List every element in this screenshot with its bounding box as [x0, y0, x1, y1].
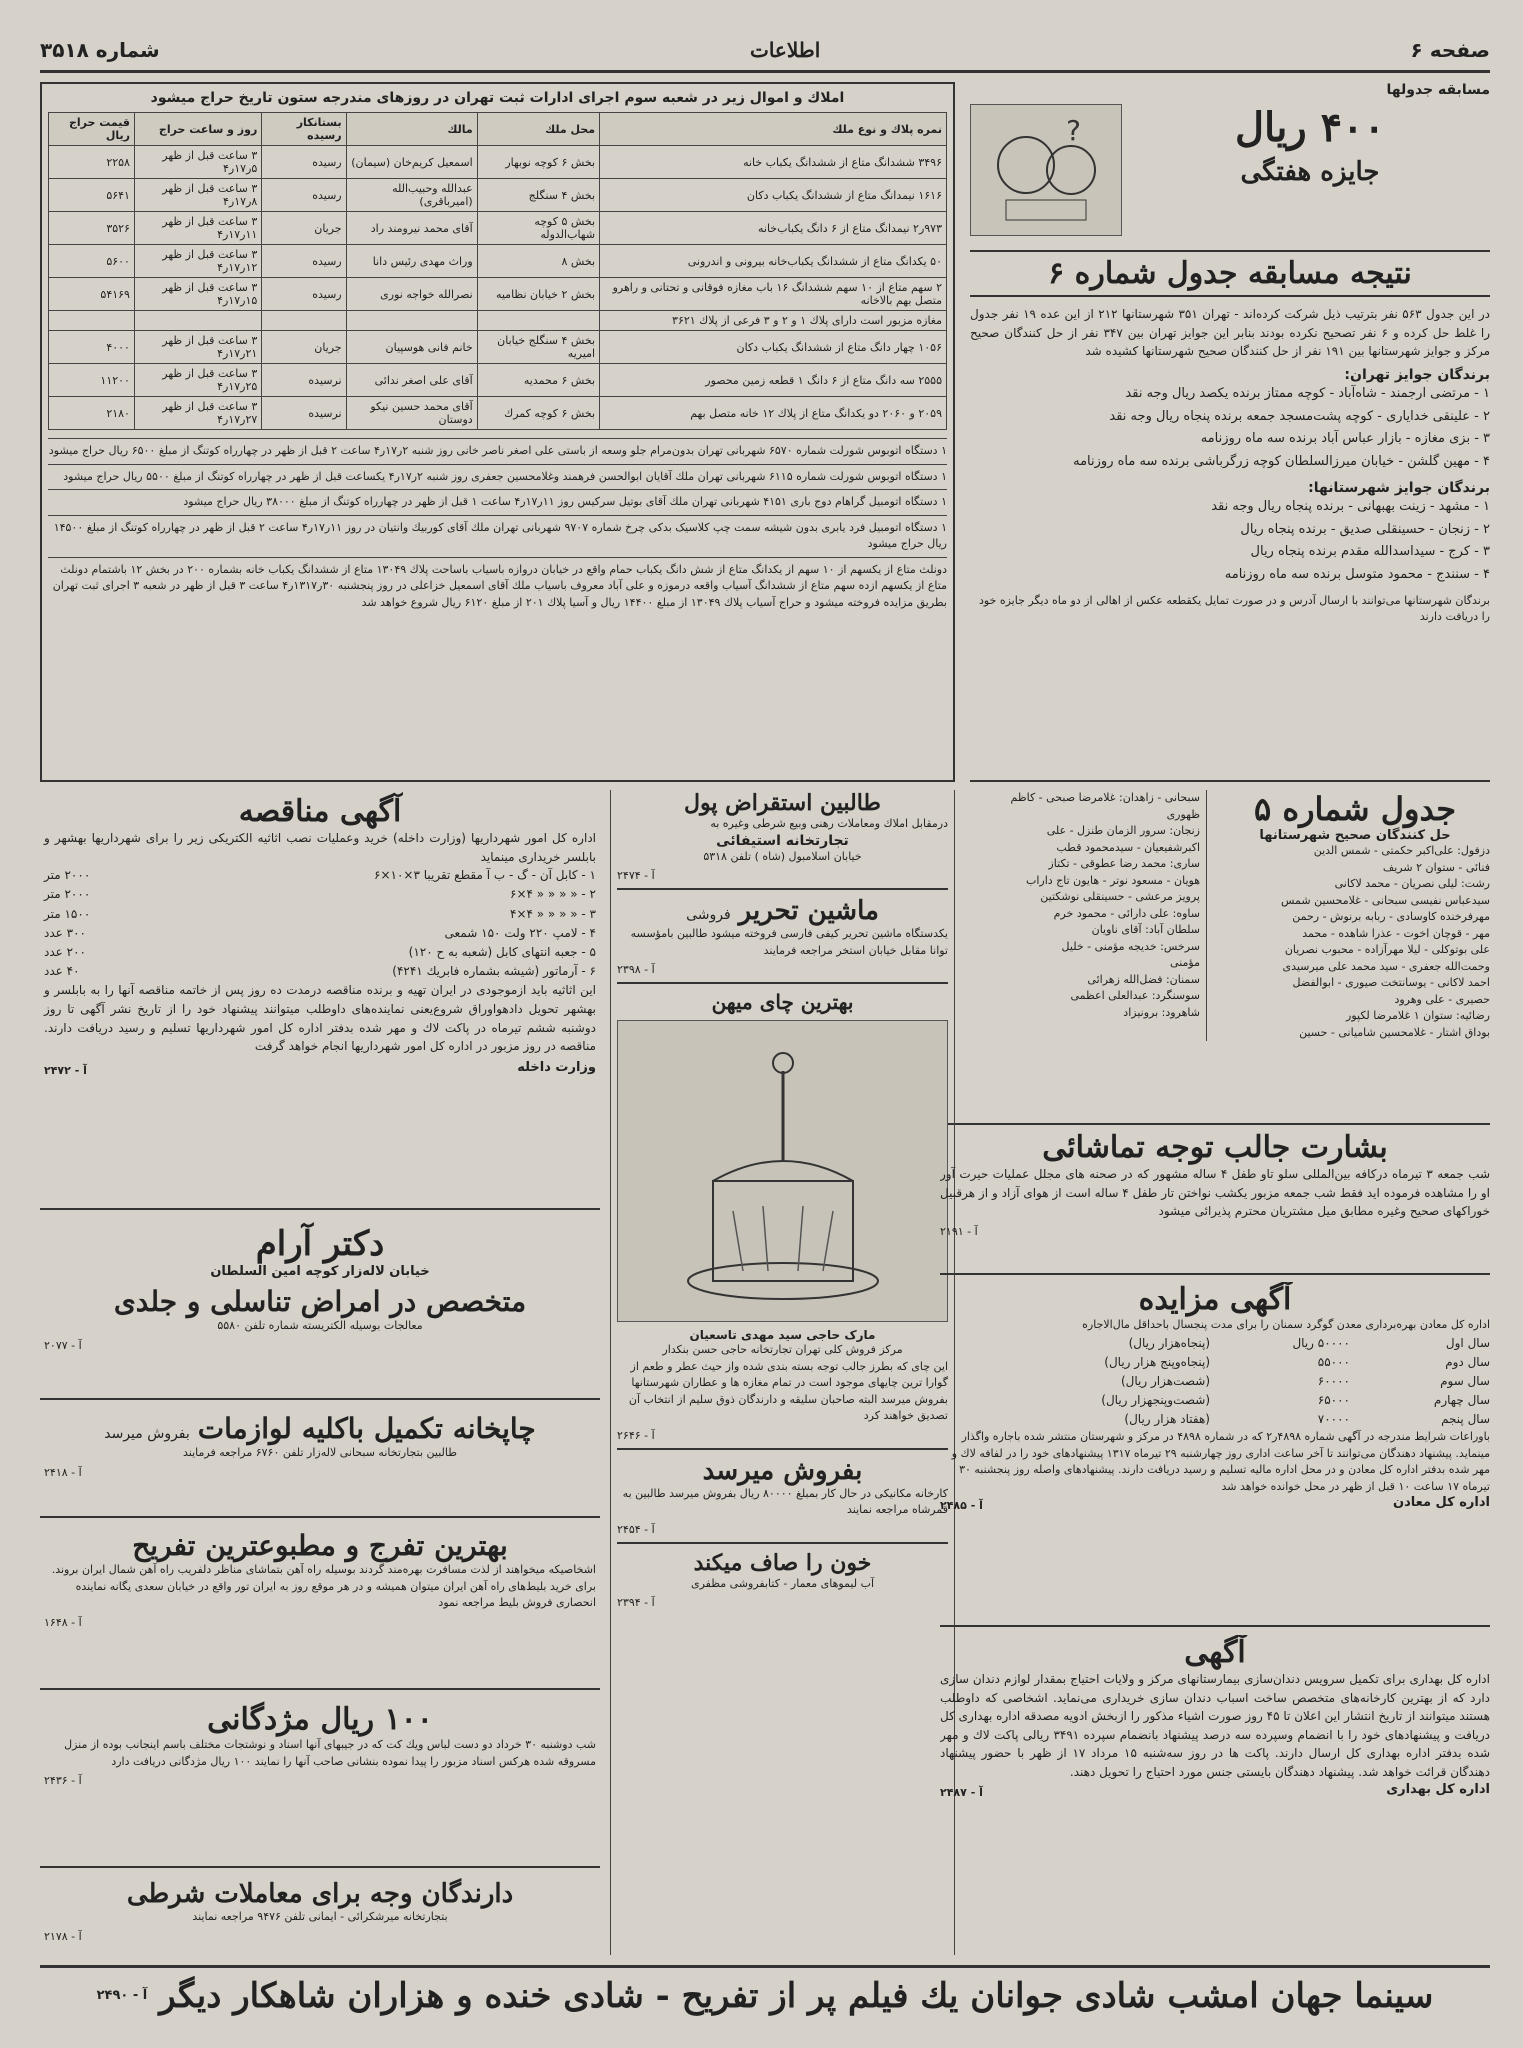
table-cell: ۳ ساعت قبل از ظهر ۲۱ر۱۷ر۴ — [134, 331, 261, 364]
list-item: بوداق اشتار - غلامحسین شامیانی - حسین — [1299, 1025, 1490, 1039]
province-winners — [970, 496, 1490, 587]
provinces-heading: برندگان جوایز شهرستانها: — [1308, 479, 1490, 496]
contest-kicker: مسابقه جدولها — [1386, 82, 1490, 98]
table-cell: بخش ۴ سنگلج — [477, 179, 599, 212]
item-qty: ۲۰۰۰ متر — [44, 868, 91, 883]
winner-item: ۲ - علینقی خدایاری - کوچه پشت‌مسجد جمعه برنده پنجاه ریال وجه نقد — [1109, 408, 1490, 424]
clinic-specialty: متخصص در امراض تناسلی و جلدی — [113, 1285, 527, 1318]
year-value: ۷۰۰۰۰ — [1317, 1412, 1350, 1427]
list-item: ساوه: علی دارائی - محمود خرم — [1053, 906, 1200, 920]
list-item — [44, 905, 596, 924]
year-value: ۶۵۰۰۰ — [1317, 1393, 1350, 1408]
ad-code: آ - ۲۴۸۵ — [940, 1499, 983, 1513]
sale-ad — [617, 1450, 948, 1544]
reward-text: شب دوشنبه ۳۰ خرداد دو دست لباس ویك کت که در جیبهای آنها اسناد و نوشتجات مختلف باسم اینجانب بوده از منزل مسروقه شده هرکس اسناد مزبور را پیدا نموده بنشانی صاحب آنها را نمایند ۱۰۰ ریال مژدگانی دریافت دارد — [64, 1738, 596, 1768]
item-label: ۳ - « « « « ۴×۴ — [509, 906, 596, 921]
list-item: سوسنگرد: عبدالعلی اعظمی — [1070, 989, 1200, 1002]
table-cell: وراث مهدی رئیس دانا — [346, 245, 477, 278]
bid-body: باوراعات شرایط مندرجه در آگهی شماره ۴۸۹۸ر۲ که در شماره ۴۸۹۸ در مرکز و شهرستان منتشر شده باجاره واگذار مینماید. پیشنهاد دهندگان می‌توانند تا آخر ساعت اداری روز چهارشنبه ۲۹ تیرماه ۱۳۱۷ پیشنهادهای خود را در لفافه لاك و مهر شده بدفتر اداره کل معادن و در محل اداره مالیه تسلیم و رسید دریافت دارند. پیشنهادهای واصله روز پنجشنبه ۳۰ تیرماه ۱۷ ساعت ۱۰ قبل از ظهر در محل خوانده خواهد شد — [951, 1430, 1490, 1493]
year-label: سال پنجم — [1441, 1412, 1490, 1427]
recreation-title: بهترین تفرج و مطبوعترین تفریح — [132, 1529, 508, 1562]
table-cell: ۱۶۱۶ نیمدانگ متاع از ششدانگ یکباب دکان — [600, 179, 947, 212]
year-label: سال دوم — [1445, 1354, 1490, 1369]
page-header — [40, 30, 1490, 73]
list-item: سمنان: فضل‌الله زهرائی — [1087, 972, 1200, 986]
ad-code: آ - ۲۴۳۶ — [44, 1774, 82, 1787]
table-cell: رسیده — [262, 179, 346, 212]
ad-code: آ - ۲۴۸۷ — [940, 1785, 983, 1799]
year-value: ۶۰۰۰۰ — [1317, 1373, 1350, 1388]
list-item: حصیری - علی وهرود — [1394, 992, 1490, 1006]
table-cell: ۵۴۱۶۹ — [49, 278, 135, 311]
list-item: هویان - مسعود نوتر - هایون تاج داراب — [1025, 873, 1200, 887]
year-words: (هفتاد هزار ریال) — [1124, 1412, 1210, 1427]
list-item — [44, 924, 596, 943]
bid-title: آگهی مزایده — [1138, 1282, 1292, 1317]
loan-text: درمقابل املاك ومعاملات رهنی وبیع شرطی وغیره به — [710, 817, 948, 830]
dental-title: آگهی — [1184, 1635, 1246, 1670]
paper-name: اطلاعات — [750, 38, 821, 62]
loan-address: خیابان اسلامبول (شاه ) تلفن ۵۳۱۸ — [703, 849, 862, 863]
list-item — [44, 885, 596, 904]
table-cell: عبدالله وحبیب‌الله (امیرباقری) — [346, 179, 477, 212]
blood-text: آب لیموهای معمار - کتابفروشی مظفری — [690, 1576, 875, 1590]
fountain-icon — [673, 1031, 893, 1311]
tea-ad — [617, 984, 948, 1450]
table-cell: ۴۰۰۰ — [49, 331, 135, 364]
col-header: قیمت حراج ریال — [49, 113, 135, 146]
thinking-face-icon — [986, 115, 1106, 225]
item-qty: ۲۰۰۰ متر — [44, 887, 91, 902]
bid-notice — [940, 1282, 1490, 1627]
table-cell: ۲۲۵۸ — [49, 146, 135, 179]
tender-body: این اثاثیه باید ازموجودی در ایران تهیه و برنده مناقصه درمدت ده روز پس از خاتمه مناقصه آنها را به بابلسر و بهشهر تحویل دادهواوراق شروع‌یعنی نماینده‌های داوطلب میتوانند پیشنهاد خود را از تاریخ نشر آگهی تا روز دوشنبه ششم تیرماه در پاکت لاك و مهر شده بدفتر اداره کل امور شهرداریها تسلیم و رسید دریافت دارند. مناقصه در روز مزبور در اداره کل امور شهرداریها انجام خواهد گرفت — [44, 983, 596, 1054]
sale-title: بفروش میرسد — [702, 1455, 863, 1486]
table-cell: ۳ ساعت قبل از ظهر ۸ر۱۷ر۴ — [134, 179, 261, 212]
list-item: سیدعباس نفیسی سبحانی - غلامحسین شمس — [1281, 893, 1490, 907]
table-cell: بخش ۴ سنگلج خیابان امیریه — [477, 331, 599, 364]
ad-code: آ - ۲۰۷۷ — [44, 1338, 82, 1352]
winner-item: ۳ - بزی مغازه - بازار عباس آباد برنده سه ماه روزنامه — [1200, 431, 1490, 447]
blood-ad — [617, 1544, 948, 1616]
contest-footer: برندگان شهرستانها می‌توانند با ارسال آدرس و در صورت تمایل یکقطعه عکس از اهالی از دو ماه دیگر جایزه خود را دریافت دارند — [978, 593, 1490, 624]
tender-intro: اداره کل امور شهرداریها (وزارت داخله) خرید وعملیات نصب اثاثیه الکتریکی زیر را برای شهرداریها بهشهر و بابلسر خریداری مینماید — [44, 831, 596, 864]
ad-code: آ - ۲۴۱۸ — [44, 1465, 82, 1479]
ad-code: آ - ۲۴۷۴ — [617, 869, 655, 882]
table-cell — [262, 311, 346, 331]
prize-label: جایزه هفتگی — [1240, 157, 1380, 187]
list-item — [940, 1372, 1490, 1391]
tea-title: بهترین چای میهن — [711, 990, 854, 1014]
table-row — [49, 364, 947, 397]
list-item — [940, 1334, 1490, 1353]
list-item: سلطان آباد: آقای ناویان — [1091, 923, 1200, 936]
year-label: سال سوم — [1440, 1373, 1490, 1388]
table-cell: بخش ۶ کوچه نوبهار — [477, 146, 599, 179]
tender-notice — [40, 790, 600, 1210]
typewriter-ad — [617, 890, 948, 984]
table-cell — [49, 311, 135, 331]
list-item: مهرفرخنده کاوسادی - ربابه برنوش - رحمن — [1292, 910, 1490, 923]
table-cell: خانم فانی هوسپیان — [346, 331, 477, 364]
table-row — [49, 146, 947, 179]
winner-item: ۲ - زنجان - حسینقلی صدیق - برنده پنجاه ریال — [1240, 521, 1490, 537]
item-label: ۲ - « « « « ۴×۶ — [509, 887, 596, 902]
svg-text:?: ? — [1066, 115, 1081, 147]
list-item: دزفول: علی‌اکبر حکمتی - شمس الدین — [1313, 844, 1490, 857]
year-words: (پنجاه‌وپنج هزار ریال) — [1104, 1354, 1210, 1369]
auction-item: ۱ دستگاه اتوبوس شورلت شماره ۶۱۱۵ شهربانی تهران ملك آقایان ابوالحسن فرهمند وغلامحسین جعفری روز شنبه ۲ر۱۷ر۴ یکساعت قبل از ظهر در چهارراه کوتنگ از مبلغ ۵۵۰۰ ریال حراج میشود — [48, 464, 947, 486]
table-cell: آقای محمد نیرومند راد — [346, 212, 477, 245]
ad-code: آ - ۲۴۷۲ — [44, 1063, 87, 1077]
list-item: رضائیه: ستوان ۱ غلامرضا لکپور — [1346, 1009, 1490, 1022]
table-cell: ۳ ساعت قبل از ظهر ۱۵ر۱۷ر۴ — [134, 278, 261, 311]
winner-item: ۳ - کرج - سیداسدالله مقدم برنده پنجاه ریال — [1250, 544, 1490, 560]
table-cell: نرسیده — [262, 397, 346, 430]
ad-code: آ - ۲۴۹۰ — [96, 1988, 148, 2003]
reward-ad — [40, 1698, 600, 1868]
tender-signature: وزارت داخله — [517, 1059, 596, 1075]
table-row — [49, 331, 947, 364]
sale-text: کارخانه مکانیکی در حال کار بمبلغ ۸۰۰۰۰ ریال بفروش میرسد طالبین به قمرشاه مراجعه نمایند — [622, 1486, 948, 1516]
table5-section — [940, 790, 1490, 1125]
list-item — [44, 866, 596, 885]
typewriter-badge: فروشی — [686, 907, 731, 923]
typewriter-title: ماشین تحریر — [738, 896, 879, 926]
ad-code: آ - ۲۱۹۱ — [940, 1224, 978, 1238]
table5-subtitle: حل کنندگان صحیح شهرستانها — [1259, 828, 1451, 843]
reward-title: ۱۰۰ ریال مژدگانی — [207, 1702, 433, 1737]
ad-code: آ - ۲۱۷۸ — [44, 1929, 82, 1943]
list-item: رشت: لیلی نصریان - محمد لاکانی — [1334, 877, 1490, 890]
col-header: بستانکار رسیده — [262, 113, 346, 146]
year-words: (شصت‌وپنجهزار ریال) — [1101, 1393, 1210, 1408]
table-cell: اسمعیل کریم‌خان (سیمان) — [346, 146, 477, 179]
table-cell: جریان — [262, 212, 346, 245]
year-value: ۵۰۰۰۰ ریال — [1292, 1335, 1350, 1350]
cinema-banner-text: سینما جهان امشب شادی جوانان یك فیلم پر از تفریح - شادی خنده و هزاران شاهکار دیگر — [159, 1975, 1434, 2016]
auction-item: ۱ دستگاه اتومبیل فرد یابری بدون شیشه سمت چپ کلاسیک بدکی چرخ شماره ۹۷۰۷ شهربانی تهران ملك آقای کوربیك وانتیان در روز ۱۱ر۱۷ر۴ ساعت ۲ قبل از ظهر در چهارراه کوتنگ از مبلغ ۱۴۵۰۰ ریال حراج میشود — [48, 515, 947, 553]
tea-center: مرکز فروش کلی تهران تجارتخانه حاجی حسن بنکدار — [662, 1343, 903, 1356]
conditional-ad — [40, 1875, 600, 1960]
item-qty: ۲۰۰ عدد — [44, 944, 86, 959]
ad-code: آ - ۲۴۵۴ — [617, 1522, 655, 1536]
ad-code: آ - ۲۶۴۶ — [617, 1428, 655, 1442]
recreation-ad — [40, 1525, 600, 1690]
item-qty: ۳۰۰ عدد — [44, 925, 86, 940]
table5-title: جدول شماره ۵ — [1253, 790, 1457, 828]
year-words: (شصت‌هزار ریال) — [1120, 1373, 1210, 1388]
loan-firm: تجارتخانه استیفائی — [716, 832, 849, 849]
show-title: بشارت جالب توجه تماشائی — [1042, 1130, 1388, 1165]
winner-item: ۱ - مشهد - زینت بهبهانی - برنده پنجاه ریال وجه نقد — [1211, 498, 1490, 514]
year-label: سال اول — [1445, 1335, 1490, 1350]
auction-item: ۱ دستگاه اتومبیل گراهام دوج باری ۴۱۵۱ شهربانی تهران ملك آقای بوتیل سرکیس روز ۱۱ر۱۷ر۴ ساعت ۱ قبل از ظهر در چهارراه کوتنگ از مبلغ ۳۸۰۰۰ ریال حراج میشود — [48, 489, 947, 511]
table-cell: جریان — [262, 331, 346, 364]
list-item — [44, 943, 596, 962]
printshop-text: طالبین بتجارتخانه سبحانی لاله‌زار تلفن ۶۷۶۰ مراجعه فرمایند — [182, 1446, 458, 1459]
table-cell: رسیده — [262, 245, 346, 278]
recreation-text: اشخاصیکه میخواهند از لذت مسافرت بهره‌مند گردند بوسیله راه آهن بتماشای مناظر دلفریب راه آهن شمال ایران بروند. برای خرید بلیط‌های راه آهن ایران میتوان همیشه و در هر موقع روز به ایران تور واقع در خیابان سعدی یگانه نماینده انحصاری فروش بلیط مراجعه نمود — [51, 1563, 596, 1609]
table-row — [49, 245, 947, 278]
blood-title: خون را صاف میکند — [693, 1549, 872, 1576]
table-cell — [346, 311, 477, 331]
list-item: وحمت‌الله جعفری - سید محمد علی میرسیدی — [1282, 959, 1490, 973]
ad-code: آ - ۲۳۹۴ — [617, 1596, 655, 1609]
winner-item: ۴ - سنندج - محمود متوسل برنده سه ماه روزنامه — [1224, 567, 1490, 583]
table-cell: ۳ ساعت قبل از ظهر ۲۷ر۱۷ر۴ — [134, 397, 261, 430]
col-header: محل ملك — [477, 113, 599, 146]
year-label: سال چهارم — [1433, 1393, 1490, 1408]
list-item — [44, 962, 596, 981]
table-row — [49, 311, 947, 331]
auction-table — [48, 112, 947, 430]
tehran-heading: برندگان جوایز تهران: — [1344, 366, 1490, 383]
list-item: زنجان: سرور الزمان طنزل - علی — [1046, 824, 1200, 837]
clinic-ad — [40, 1220, 600, 1400]
table-row — [49, 278, 947, 311]
table-cell: آقای علی اصغر ندائی — [346, 364, 477, 397]
table-cell: رسیده — [262, 278, 346, 311]
prize-amount: ۴۰۰ ریال — [1234, 104, 1386, 151]
table-cell: نصرالله خواجه نوری — [346, 278, 477, 311]
winner-item: ۱ - مرتضی ارجمند - شاه‌آباد - کوچه ممتاز برنده یکصد ریال وجه نقد — [1125, 385, 1490, 401]
table-cell: ۲۵۵۵ سه دانگ متاع از ۶ دانگ ۱ قطعه زمین محصور — [600, 364, 947, 397]
ad-code: آ - ۲۳۹۸ — [617, 963, 655, 976]
list-item: احمد لاکانی - یوسانتخت صیوری - ابوالفضل — [1292, 976, 1490, 989]
table-cell: مغازه مزبور است دارای پلاك ۱ و ۲ و ۳ فرعی از پلاك ۳۶۲۱ — [600, 311, 947, 331]
col-header: روز و ساعت حراج — [134, 113, 261, 146]
year-words: (پنجاه‌هزار ریال) — [1128, 1335, 1210, 1350]
table-cell: ۱۱۲۰۰ — [49, 364, 135, 397]
loan-ad — [617, 790, 948, 890]
list-item: فنائی - ستوان ۲ شریف — [1382, 860, 1490, 874]
table-cell: ۱۰۵۶ چهار دانگ متاع از ششدانگ یکباب دکان — [600, 331, 947, 364]
puzzle-illustration — [970, 104, 1122, 236]
table-cell: ۳ ساعت قبل از ظهر ۱۲ر۱۷ر۴ — [134, 245, 261, 278]
item-label: ۴ - لامپ ۲۲۰ ولت ۱۵۰ شمعی — [444, 925, 596, 940]
list-item: سرخس: خدیجه مؤمنی - خلیل — [1061, 939, 1200, 953]
printshop-ad — [40, 1408, 600, 1518]
auction-notice — [40, 82, 955, 782]
ad-code: آ - ۱۶۴۸ — [44, 1615, 82, 1629]
table-cell: بخش ۲ خیابان نظامیه — [477, 278, 599, 311]
table-cell: ۲۱۸۰ — [49, 397, 135, 430]
fountain-illustration — [617, 1020, 948, 1322]
list-item — [940, 1410, 1490, 1429]
contest-intro: در این جدول ۵۶۳ نفر بترتیب ذیل شرکت کرده‌اند - تهران ۳۵۱ شهرستانها ۲۱۲ از این عده ۱۹ نفر جدول را غلط حل کرده و ۶ نفر تصحیح نکرده بودند بنابر این جوایز تهران بین ۳۴۷ نفر از حل کنندگان صحیح مرکز و جوایز شهرستانها بین ۱۹۱ نفر از حل کنندگان صحیح شهرستانها کشیده شد — [970, 307, 1490, 359]
list-item: سبحانی - زاهدان: غلامرضا صبحی - کاظم — [1010, 791, 1200, 804]
auction-title: املاك و اموال زیر در شعبه سوم اجرای ادارات ثبت تهران در روزهای مندرجه ستون تاریخ حراج میشود — [150, 90, 845, 106]
clinic-note: معالجات بوسیله الکتریسته شماره تلفن ۵۵۸۰ — [217, 1319, 423, 1332]
tender-title: آگهی مناقصه — [238, 794, 402, 829]
bid-signature: اداره کل معادن — [1393, 1495, 1490, 1511]
table-cell: بخش ۵ کوچه شهاب‌الدوله — [477, 212, 599, 245]
list-item — [940, 1353, 1490, 1372]
clinic-title: دکتر آرام — [255, 1224, 385, 1264]
tehran-winners — [970, 383, 1490, 474]
table5-names-left — [940, 790, 1207, 1041]
list-item: مؤمنی — [1170, 956, 1200, 969]
table-cell: آقای محمد حسین نیکو دوستان — [346, 397, 477, 430]
page-number: صفحه ۶ — [1410, 38, 1490, 62]
show-notice — [940, 1130, 1490, 1275]
table-cell: ۳۴۹۶ ششدانگ متاع از ششدانگ یکباب خانه — [600, 146, 947, 179]
auction-item: دونلث متاع از یکسهم از ۱۰ سهم از یکدانگ متاع از شش دانگ یکباب حمام واقع در خیابان دروازه باسیاب باساحت پلاك ۱۳۰۴۹ متاع از ششدانگ یکباب خانه بشماره ۲۰۰ در بخش ۱۲ باشتمام دونلث متاع از یکسهم ازده سهم متاع از ششدانگ آسیاب واقعه درموزه و علی آباد معروف باسیاب ملك آقای اسمعیل خزاعلی در روز پنجشنبه ۳۰ر۱۳۱۷ر۴ ساعت ۳ قبل از ظهر در شعبه ۳ اجرای ثبت تهران بطریق مزایده فروخته میشود و حراج آسیاب پلاك ۱۳۰۴۹ از مبلغ ۱۴۴۰۰ ریال و آسیا پلاك ۲۰۱ از مبلغ ۶۱۲۰ ریال شروع خواهد شد — [48, 557, 947, 612]
conditional-text: بتجارتخانه میرشکرائی - ایمانی تلفن ۹۴۷۶ مراجعه نمایند — [192, 1910, 448, 1923]
list-item: اکبرشفیعیان - سیدمحمود قطب — [1056, 840, 1200, 854]
list-item: ظهوری — [1166, 807, 1200, 821]
tea-text: این چای که بطرز جالب توجه بسته بندی شده واز حیث عطر و طعم از گوارا ترین چایهای موجود است در تمام مغازه ها و عطاران شهرستانها بفروش میرسد البته صاحبان سلیقه و دارندگان ذوق سلیم از انتخاب آن تصدیق خواهند کرد — [628, 1359, 948, 1422]
item-label: ۶ - آرماتور (شیشه بشماره فابریك ۴۲۴۱) — [392, 964, 596, 979]
table5-names-right — [1220, 843, 1490, 1041]
conditional-title: دارندگان وجه برای معاملات شرطی — [126, 1879, 514, 1909]
result-title: نتیجه مسابقه جدول شماره ۶ — [970, 250, 1490, 297]
table-row — [49, 179, 947, 212]
list-item: مهر - قوچان اخوت - عذرا شاهده - محمد — [1302, 926, 1490, 940]
bid-text: اداره کل معادن بهره‌برداری معدن گوگرد سمنان را برای مدت پنجسال باحداقل مال‌الاجاره — [1082, 1318, 1490, 1331]
dental-notice — [940, 1635, 1490, 1960]
table-cell: بخش ۶ کوچه کمرك — [477, 397, 599, 430]
table-cell: ۳ ساعت قبل از ظهر ۵ر۱۷ر۴ — [134, 146, 261, 179]
item-label: ۵ - جعبه انتهای کابل (شعبه به ح ۱۲۰) — [408, 944, 596, 959]
middle-column — [610, 790, 955, 1955]
loan-title: طالبین استقراض پول — [684, 790, 881, 816]
year-value: ۵۵۰۰۰ — [1317, 1354, 1350, 1369]
table-cell: ۵۶۴۱ — [49, 179, 135, 212]
table-cell: ۹۷۳ر۲ نیمدانگ متاع از ۶ دانگ یکباب‌خانه — [600, 212, 947, 245]
list-item: شاهرود: برونیزاد — [1123, 1005, 1200, 1019]
table-row — [49, 212, 947, 245]
table-cell: ۲۰۵۹ و ۲۰۶۰ دو یکدانگ متاع از پلاك ۱۲ خانه متصل بهم — [600, 397, 947, 430]
auction-item: ۱ دستگاه اتوبوس شورلت شماره ۶۵۷۰ شهربانی تهران بدون‌مرام جلو وسعه از باستی علی اصغر ناصر خانی روز شنبه ۲ر۱۷ر۴ ساعت ۲ قبل از ظهر در چهارراه کوتنگ از مبلغ ۶۵۰۰ ریال حراج میشود — [48, 438, 947, 460]
auction-rows — [49, 146, 947, 430]
dental-text: اداره کل بهداری برای تکمیل سرویس دندان‌سازی بیمارستانهای مرکز و ولایات احتیاج بمقدار لوازم دندان سازی دارد که از بهترین کارخانه‌های متخصص ساخت اسباب دندان سازی خریداری می‌نماید. اشخاصی که داوطلب هستند میتوانند از تاریخ انتشار این اعلان تا ۴۵ روز صورت اشیاء مذکور را ازبخش ادویه مصدقه اداره بهداری کل دریافت و پیشنهادهای خود را با انضمام وسپرده سه درصد پیشنهاد بانضمام سپرده ۳۴۹۱ ریالی پاکت لاك و مهر شده بدفتر اداره بهداری کل ارسال دارند. پاکت ها در روز سه‌شنبه ۱۵ مرداد ۱۷ از ظهر با حضور پیشنهاد دهندگان قرائت خواهد شد. پیشنهاد دهندگان بایستی جنس مورد احتیاج را تحویل دهند. — [940, 1672, 1490, 1779]
table-cell: بخش ۶ محمدیه — [477, 364, 599, 397]
table-cell: ۳ ساعت قبل از ظهر ۱۱ر۱۷ر۴ — [134, 212, 261, 245]
show-text: شب جمعه ۳ تیرماه درکافه بین‌المللی سلو تاو طفل ۴ ساله مشهور که در صحنه های مجلل عملیات حیرت آور او را مشاهده فرموده اید فقط شب جمعه مزبور یکشب نواختن تار طفل ۴ ساله است از هوای آزاد و از هرقبیل خوراکهای صحیح وغیره مطابق میل مشتریان محترم پذیرائی میشود — [940, 1167, 1490, 1219]
item-qty: ۴۰ عدد — [44, 964, 80, 979]
table-cell: نرسیده — [262, 364, 346, 397]
printshop-title: چاپخانه تکمیل باکلیه لوازمات — [197, 1412, 536, 1445]
issue-number: شماره ۳۵۱۸ — [40, 38, 160, 62]
cinema-banner — [40, 1965, 1490, 2023]
dental-signature: اداره کل بهداری — [1386, 1781, 1490, 1797]
item-qty: ۱۵۰۰ متر — [44, 906, 91, 921]
table-row — [49, 397, 947, 430]
list-item: پرویز مرعشی - حسینقلی نوشکتین — [1040, 890, 1200, 903]
table-cell: ۲ سهم متاع از ۱۰ سهم ششدانگ ۱۶ باب مغازه فوقانی و تحتانی و راهرو متصل بهم بالاخانه — [600, 278, 947, 311]
printshop-badge: بفروش میرسد — [104, 1426, 190, 1442]
tender-items — [44, 866, 596, 981]
typewriter-text: یکدستگاه ماشین تحریر کیفی فارسی فروخته میشود طالبین بامؤسسه توانا مقابل خیابان استخر مراجعه فرمایند — [630, 927, 948, 957]
table-cell: ۳۵۲۶ — [49, 212, 135, 245]
list-item: ساری: محمد رضا عطوقی - تکتاز — [1048, 857, 1200, 870]
table-cell: ۳ ساعت قبل از ظهر ۲۵ر۱۷ر۴ — [134, 364, 261, 397]
item-label: ۱ - کابل آن - گ - ب آ مقطع تقریبا ۳×۱۰×۶ — [373, 868, 596, 883]
tea-brand: مارک حاجی سید مهدی تاسعیان — [689, 1328, 876, 1342]
newspaper-page — [40, 30, 1490, 2030]
clinic-address: خیابان لاله‌زار کوچه امین السلطان — [210, 1264, 430, 1279]
col-header: مالك — [346, 113, 477, 146]
col-header: نمره پلاك و نوع ملك — [600, 113, 947, 146]
bid-years — [940, 1334, 1490, 1430]
winner-item: ۴ - مهین گلشن - خیابان میرزالسلطان کوچه زرگرباشی برنده سه ماه روزنامه — [1073, 454, 1490, 470]
table-cell — [134, 311, 261, 331]
table-cell: ۵۰ یکدانگ متاع از ششدانگ یکباب‌خانه بیرونی و اندرونی — [600, 245, 947, 278]
table-cell — [477, 311, 599, 331]
list-item: علی بوتوکلی - لیلا مهرآزاده - محبوب نصریان — [1284, 943, 1490, 956]
list-item — [940, 1391, 1490, 1410]
table-cell: رسیده — [262, 146, 346, 179]
table-cell: بخش ۸ — [477, 245, 599, 278]
table-cell: ۵۶۰۰ — [49, 245, 135, 278]
contest-section — [970, 82, 1490, 782]
